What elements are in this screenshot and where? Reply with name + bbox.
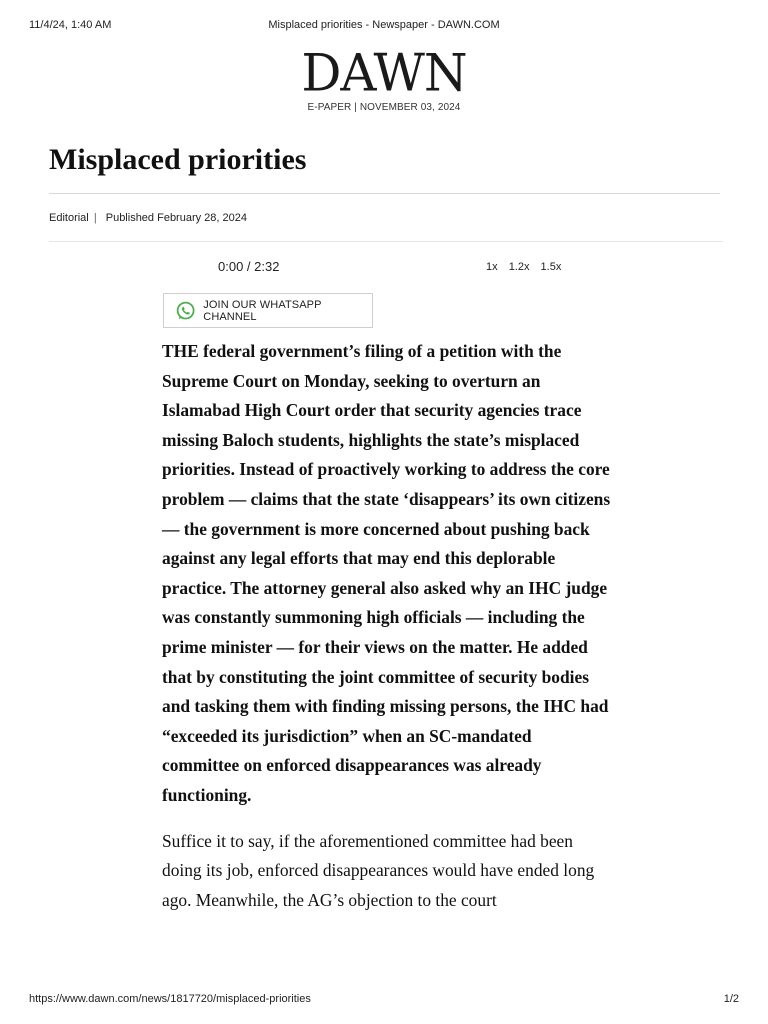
dawn-logo[interactable]: DAWN — [301, 43, 467, 103]
speed-1-2x-button[interactable]: 1.2x — [508, 261, 530, 273]
category-link[interactable]: Editorial — [49, 212, 89, 224]
edition-label: E-PAPER | NOVEMBER 03, 2024 — [307, 102, 461, 113]
print-footer — [0, 993, 768, 1007]
headline-divider — [49, 193, 720, 194]
print-header — [0, 19, 768, 33]
print-page-number: 1/2 — [723, 993, 739, 1005]
masthead — [0, 43, 768, 113]
article-body — [162, 337, 612, 915]
print-url: https://www.dawn.com/news/1817720/misplaced-priorities — [29, 993, 311, 1005]
whatsapp-icon — [175, 300, 196, 322]
body-paragraph: Suffice it to say, if the aforementioned committee had been doing its job, enforced disappearances would have ended long ago. Meanwhile, the AG’s objection to the court — [162, 830, 595, 910]
audio-player — [160, 258, 580, 278]
speed-options — [486, 261, 569, 273]
published-date: Published February 28, 2024 — [105, 212, 247, 224]
print-page-title: Misplaced priorities - Newspaper - DAWN.COM — [268, 19, 500, 31]
lead-paragraph: THE federal government’s filing of a petition with the Supreme Court on Monday, seeking to overturn an Islamabad High Court order that security agencies trace missing Baloch students, highlights the state’s misplaced priorities. Instead of proactively working to address the core problem — claims that the state ‘disappears’ its own citizens — the government is more concerned about pushing back against any legal efforts that may end this deplorable practice. The attorney general also asked why an IHC judge was constantly summoning high officials — including the prime minister — for their views on the matter. He added that by constituting the joint committee of security bodies and tasking them with finding missing persons, the IHC had “exceeded its jurisdiction” when an SC-mandated committee on enforced disappearances was already functioning. — [162, 341, 611, 805]
print-datetime: 11/4/24, 1:40 AM — [29, 19, 112, 31]
meta-separator: | — [93, 212, 97, 224]
whatsapp-channel-button[interactable] — [163, 293, 373, 328]
speed-1-5x-button[interactable]: 1.5x — [540, 261, 562, 273]
article-meta — [49, 212, 247, 224]
article-headline: Misplaced priorities — [49, 143, 307, 176]
speed-1x-button[interactable]: 1x — [486, 261, 498, 273]
whatsapp-channel-label: JOIN OUR WHATSAPP CHANNEL — [203, 298, 322, 323]
audio-time: 0:00 / 2:32 — [218, 259, 280, 274]
meta-divider — [49, 241, 723, 242]
